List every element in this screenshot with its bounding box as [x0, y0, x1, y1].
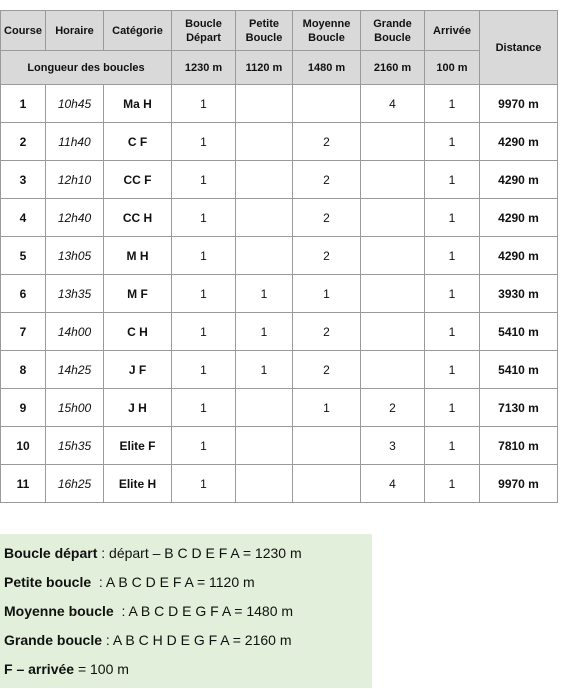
cell-petite-boucle: 1 — [236, 351, 293, 389]
cell-arrivee: 1 — [425, 85, 480, 123]
header-distance: Distance — [480, 11, 558, 85]
cell-boucle-depart: 1 — [172, 275, 236, 313]
cell-boucle-depart: 1 — [172, 161, 236, 199]
cell-grande-boucle: 4 — [361, 465, 425, 503]
legend-text: : A B C D E F A = 1120 m — [91, 574, 255, 590]
races-table — [0, 10, 558, 503]
cell-grande-boucle: 4 — [361, 85, 425, 123]
cell-horaire: 12h40 — [46, 199, 104, 237]
cell-grande-boucle — [361, 275, 425, 313]
table-row — [1, 389, 558, 427]
cell-moyenne-boucle — [293, 85, 361, 123]
cell-moyenne-boucle: 2 — [293, 123, 361, 161]
cell-categorie: CC F — [104, 161, 172, 199]
legend-line — [4, 597, 372, 626]
length-petite-boucle: 1120 m — [236, 51, 293, 85]
cell-boucle-depart: 1 — [172, 85, 236, 123]
cell-course: 5 — [1, 237, 46, 275]
legend-text: : A B C H D E G F A = 2160 m — [102, 632, 292, 648]
cell-boucle-depart: 1 — [172, 313, 236, 351]
legend-line — [4, 568, 372, 597]
cell-moyenne-boucle: 2 — [293, 313, 361, 351]
legend-term: Boucle départ — [4, 545, 98, 561]
length-arrivee: 100 m — [425, 51, 480, 85]
cell-distance: 4290 m — [480, 161, 558, 199]
cell-course: 2 — [1, 123, 46, 161]
cell-course: 11 — [1, 465, 46, 503]
cell-petite-boucle — [236, 427, 293, 465]
cell-distance: 4290 m — [480, 237, 558, 275]
legend-line — [4, 539, 372, 568]
cell-boucle-depart: 1 — [172, 237, 236, 275]
header-course: Course — [1, 11, 46, 51]
legend-term: F – arrivée — [4, 661, 75, 677]
table-row — [1, 313, 558, 351]
cell-grande-boucle — [361, 123, 425, 161]
cell-moyenne-boucle: 1 — [293, 389, 361, 427]
cell-grande-boucle — [361, 313, 425, 351]
cell-boucle-depart: 1 — [172, 465, 236, 503]
cell-petite-boucle — [236, 85, 293, 123]
loops-legend — [0, 534, 372, 688]
cell-moyenne-boucle: 2 — [293, 351, 361, 389]
legend-text: : départ – B C D E F A = 1230 m — [97, 545, 302, 561]
legend-line — [4, 655, 372, 684]
cell-horaire: 15h00 — [46, 389, 104, 427]
cell-arrivee: 1 — [425, 161, 480, 199]
cell-petite-boucle — [236, 237, 293, 275]
cell-arrivee: 1 — [425, 465, 480, 503]
cell-horaire: 16h25 — [46, 465, 104, 503]
length-boucle-depart: 1230 m — [172, 51, 236, 85]
cell-categorie: CC H — [104, 199, 172, 237]
cell-horaire: 10h45 — [46, 85, 104, 123]
cell-arrivee: 1 — [425, 199, 480, 237]
lengths-label: Longueur des boucles — [1, 51, 172, 85]
cell-course: 4 — [1, 199, 46, 237]
cell-moyenne-boucle — [293, 465, 361, 503]
table-row — [1, 351, 558, 389]
table-row — [1, 161, 558, 199]
cell-petite-boucle — [236, 199, 293, 237]
header-grande-boucle: Grande Boucle — [361, 11, 425, 51]
cell-arrivee: 1 — [425, 313, 480, 351]
cell-petite-boucle — [236, 465, 293, 503]
cell-distance: 3930 m — [480, 275, 558, 313]
cell-arrivee: 1 — [425, 275, 480, 313]
cell-moyenne-boucle: 2 — [293, 199, 361, 237]
table-row — [1, 199, 558, 237]
header-row — [1, 11, 558, 51]
cell-boucle-depart: 1 — [172, 199, 236, 237]
cell-distance: 7130 m — [480, 389, 558, 427]
table-row — [1, 465, 558, 503]
cell-arrivee: 1 — [425, 351, 480, 389]
cell-course: 6 — [1, 275, 46, 313]
cell-arrivee: 1 — [425, 237, 480, 275]
lengths-row — [1, 51, 558, 85]
cell-horaire: 14h25 — [46, 351, 104, 389]
header-categorie: Catégorie — [104, 11, 172, 51]
cell-horaire: 15h35 — [46, 427, 104, 465]
table-row — [1, 237, 558, 275]
cell-grande-boucle: 2 — [361, 389, 425, 427]
cell-boucle-depart: 1 — [172, 389, 236, 427]
cell-course: 1 — [1, 85, 46, 123]
cell-distance: 9970 m — [480, 85, 558, 123]
header-arrivee: Arrivée — [425, 11, 480, 51]
table-row — [1, 85, 558, 123]
legend-text: : A B C D E G F A = 1480 m — [113, 603, 294, 619]
cell-arrivee: 1 — [425, 123, 480, 161]
cell-moyenne-boucle: 2 — [293, 161, 361, 199]
cell-horaire: 12h10 — [46, 161, 104, 199]
legend-text: = 100 m — [74, 661, 129, 677]
cell-course: 7 — [1, 313, 46, 351]
cell-horaire: 11h40 — [46, 123, 104, 161]
cell-distance: 5410 m — [480, 351, 558, 389]
header-moyenne-boucle: Moyenne Boucle — [293, 11, 361, 51]
cell-moyenne-boucle: 2 — [293, 237, 361, 275]
cell-boucle-depart: 1 — [172, 427, 236, 465]
legend-term: Petite boucle — [4, 574, 92, 590]
cell-petite-boucle — [236, 389, 293, 427]
legend-term: Moyenne boucle — [4, 603, 114, 619]
cell-distance: 4290 m — [480, 199, 558, 237]
cell-grande-boucle — [361, 161, 425, 199]
table-row — [1, 275, 558, 313]
cell-arrivee: 1 — [425, 389, 480, 427]
cell-grande-boucle — [361, 199, 425, 237]
cell-petite-boucle — [236, 161, 293, 199]
cell-categorie: Elite F — [104, 427, 172, 465]
cell-categorie: J H — [104, 389, 172, 427]
cell-categorie: C F — [104, 123, 172, 161]
cell-categorie: M H — [104, 237, 172, 275]
cell-grande-boucle — [361, 237, 425, 275]
cell-grande-boucle: 3 — [361, 427, 425, 465]
cell-horaire: 14h00 — [46, 313, 104, 351]
cell-categorie: Elite H — [104, 465, 172, 503]
cell-course: 8 — [1, 351, 46, 389]
table-row — [1, 427, 558, 465]
cell-horaire: 13h35 — [46, 275, 104, 313]
cell-moyenne-boucle: 1 — [293, 275, 361, 313]
legend-line — [4, 626, 372, 655]
table-row — [1, 123, 558, 161]
header-petite-boucle: Petite Boucle — [236, 11, 293, 51]
cell-distance: 9970 m — [480, 465, 558, 503]
cell-boucle-depart: 1 — [172, 123, 236, 161]
cell-petite-boucle: 1 — [236, 313, 293, 351]
cell-horaire: 13h05 — [46, 237, 104, 275]
cell-petite-boucle: 1 — [236, 275, 293, 313]
cell-categorie: M F — [104, 275, 172, 313]
length-grande-boucle: 2160 m — [361, 51, 425, 85]
cell-categorie: J F — [104, 351, 172, 389]
length-moyenne-boucle: 1480 m — [293, 51, 361, 85]
header-boucle-depart: Boucle Départ — [172, 11, 236, 51]
cell-course: 10 — [1, 427, 46, 465]
cell-distance: 5410 m — [480, 313, 558, 351]
header-horaire: Horaire — [46, 11, 104, 51]
legend-term: Grande boucle — [4, 632, 103, 648]
cell-arrivee: 1 — [425, 427, 480, 465]
cell-categorie: C H — [104, 313, 172, 351]
cell-grande-boucle — [361, 351, 425, 389]
cell-course: 3 — [1, 161, 46, 199]
cell-moyenne-boucle — [293, 427, 361, 465]
cell-boucle-depart: 1 — [172, 351, 236, 389]
cell-categorie: Ma H — [104, 85, 172, 123]
cell-distance: 7810 m — [480, 427, 558, 465]
cell-distance: 4290 m — [480, 123, 558, 161]
cell-petite-boucle — [236, 123, 293, 161]
cell-course: 9 — [1, 389, 46, 427]
